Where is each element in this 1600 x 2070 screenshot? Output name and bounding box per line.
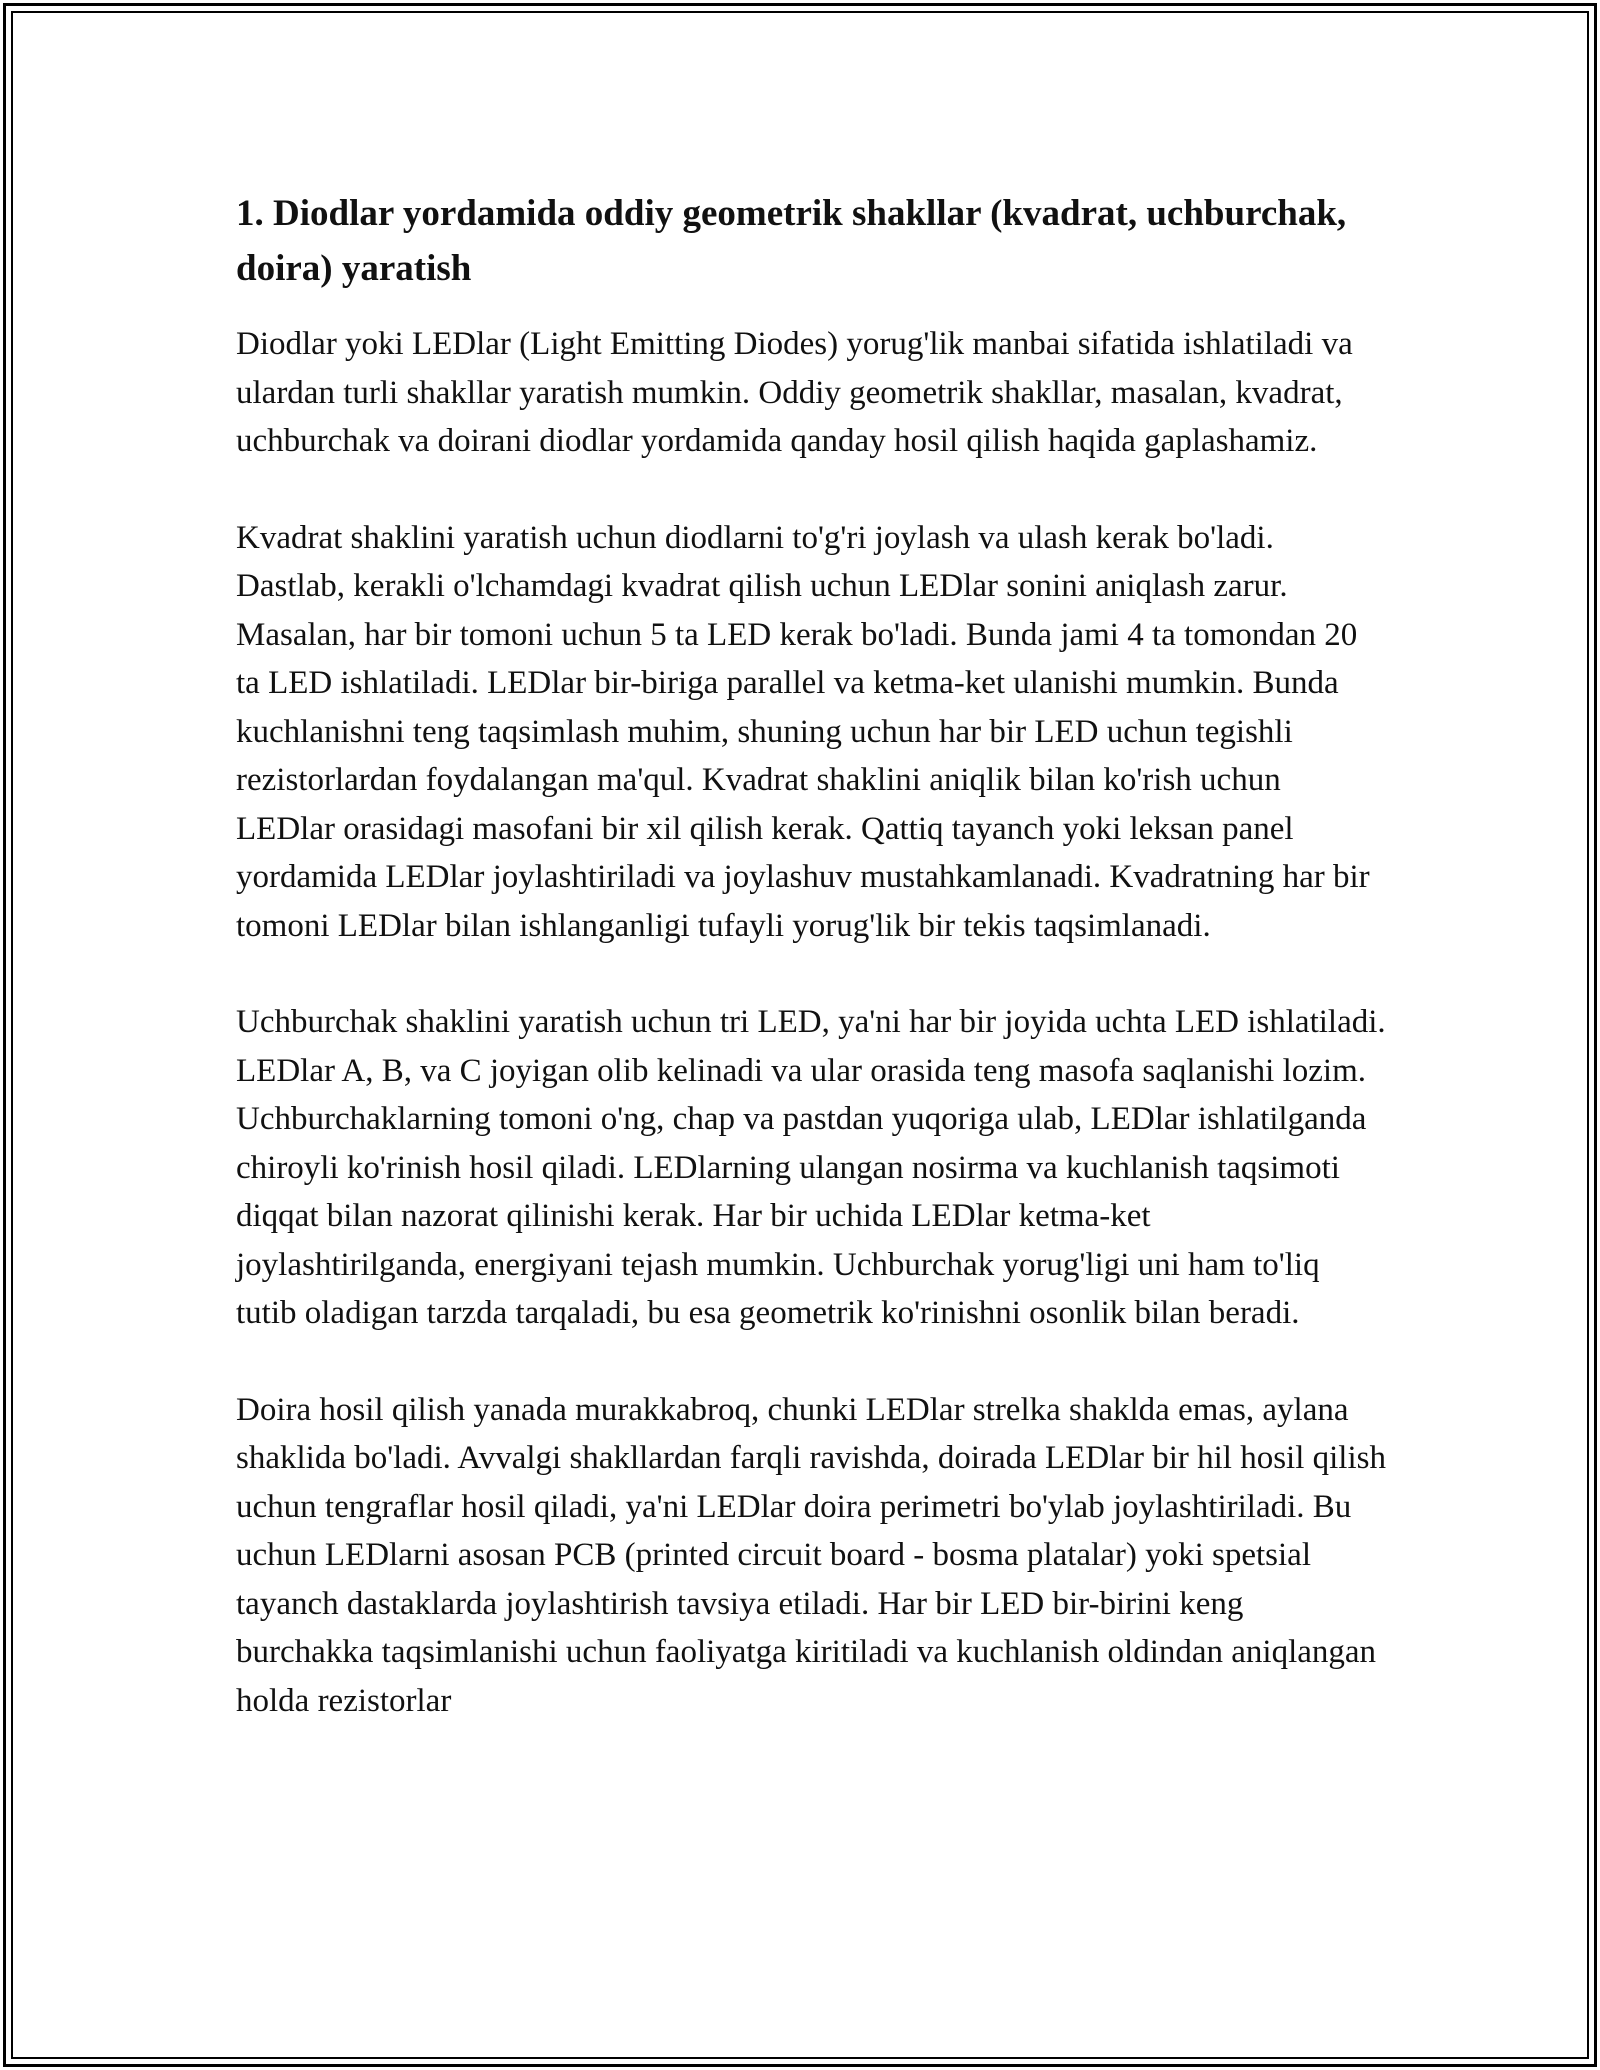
- section-heading: 1. Diodlar yordamida oddiy geometrik shakllar (kvadrat, uchburchak, doira) yaratish: [236, 193, 1347, 289]
- document-body: [236, 186, 1386, 1773]
- paragraph-circle: Doira hosil qilish yanada murakkabroq, chunki LEDlar strelka shakldа emas, aylana shaklida bo'ladi. Avvalgi shakllardan farqli ravishda, doirada LEDlar bir hil hosil qilish uchun tengraflar hosil qiladi, ya'ni LEDlar doira perimetri bo'ylab joylashtiriladi. Bu uchun LEDlarni asosan PCB (printed circuit board - bosma platalar) yoki spetsial tayanch dastaklarda joylashtirish tavsiya etiladi. Har bir LED bir-birini keng burchakka taqsimlanishi uchun faoliyatga kiritiladi va kuchlanish oldindan aniqlangan holda rezistorlar: [236, 1391, 1386, 1719]
- paragraph-triangle: Uchburchak shaklini yaratish uchun tri LED, ya'ni har bir joyida uchta LED ishlatiladi. LEDlar A, B, va C joyigan olib kelinadi va ular orasida teng masofa saqlanishi lozim. Uchburchaklarning tomoni o'ng, chap va pastdan yuqoriga ulab, LEDlar ishlatilganda chiroyli ko'rinish hosil qiladi. LEDlarning ulangan nosirma va kuchlanish taqsimoti diqqat bilan nazorat qilinishi kerak. Har bir uchida LEDlar ketma-ket joylashtirilganda, energiyani tejash mumkin. Uchburchak yorug'ligi uni ham to'liq tutib oladigan tarzda tarqaladi, bu esa geometrik ko'rinishni osonlik bilan beradi.: [236, 1004, 1386, 1331]
- paragraph-intro: Diodlar yoki LEDlar (Light Emitting Diodes) yorug'lik manbai sifatida ishlatiladi va ulardan turli shakllar yaratish mumkin. Oddiy geometrik shakllar, masalan, kvadrat, uchburchak va doirani diodlar yordamida qanday hosil qilish haqida gaplashamiz.: [236, 326, 1353, 459]
- paragraph-square: Kvadrat shaklini yaratish uchun diodlarni to'g'ri joylash va ulash kerak bo'ladi. Dastlab, kerakli o'lchamdagi kvadrat qilish uchun LEDlar sonini aniqlash zarur. Masalan, har bir tomoni uchun 5 ta LED kerak bo'ladi. Bunda jami 4 ta tomondan 20 ta LED ishlatiladi. LEDlar bir-biriga parallel va ketma-ket ulanishi mumkin. Bunda kuchlanishni teng taqsimlash muhim, shuning uchun har bir LED uchun tegishli rezistorlardan foydalangan ma'qul. Kvadrat shaklini aniqlik bilan ko'rish uchun LEDlar orasidagi masofani bir xil qilish kerak. Qattiq tayanch yoki leksan panel yordamida LEDlar joylashtiriladi va joylashuv mustahkamlanadi. Kvadratning har bir tomoni LEDlar bilan ishlanganligi tufayli yorug'lik bir tekis taqsimlanadi.: [236, 519, 1370, 944]
